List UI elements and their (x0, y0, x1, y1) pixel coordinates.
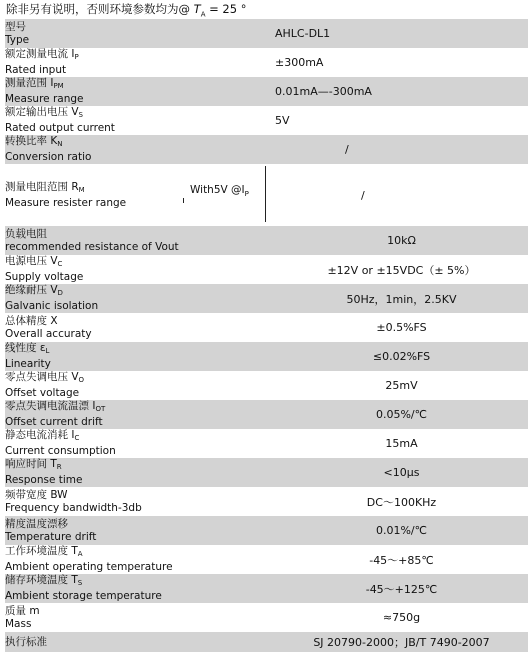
condition-cell (183, 458, 275, 487)
parameter-value: SJ 20790-2000；JB/T 7490-2007 (313, 636, 490, 649)
value-cell (275, 371, 528, 400)
spec-row (5, 19, 528, 48)
parameter-name-en: Mass (5, 617, 32, 630)
parameter-name-en: Offset voltage (5, 387, 80, 399)
parameter-name-cn-text: 质量 m (5, 604, 40, 617)
condition-cell (183, 545, 275, 574)
parameter-name-cn (5, 400, 183, 416)
parameter-value: ±0.5%FS (376, 321, 427, 334)
parameter-name-cn-text: 测量范围 I (5, 77, 54, 89)
parameter-value: / (361, 188, 365, 202)
parameter-value: ±300mA (275, 56, 324, 69)
spec-row (5, 400, 528, 429)
ambient-conditions-note (6, 1, 246, 18)
parameter-name-en: Type (5, 33, 30, 46)
parameter-symbol-subscript: L (45, 347, 50, 355)
value-cell (275, 135, 528, 164)
parameter-value: 0.01%/℃ (375, 524, 427, 537)
spec-row (5, 371, 528, 400)
parameter-name-cn (5, 228, 183, 241)
parameter-name-cn (5, 181, 183, 197)
parameter-name-cn (5, 605, 183, 618)
parameter-value: 25mV (385, 379, 418, 392)
value-cell (275, 77, 528, 106)
parameter-symbol-subscript: S (78, 111, 83, 119)
parameter-value: ±12V or ±15VDC（± 5%） (327, 263, 476, 277)
condition-cell (183, 632, 275, 652)
condition-cell (183, 400, 275, 429)
condition-cell (183, 255, 275, 284)
spec-row (5, 48, 528, 77)
parameter-cell (5, 19, 183, 48)
parameter-symbol-subscript: M (78, 185, 85, 194)
condition-text (190, 184, 249, 198)
parameter-name-en: Response time (5, 474, 83, 486)
value-cell (275, 48, 528, 77)
parameter-cell (5, 342, 183, 371)
parameter-name-cn-text: 零点失调电压 V (5, 371, 79, 383)
parameter-cell (5, 255, 183, 284)
parameter-name-cn (5, 106, 183, 122)
parameter-cell (5, 574, 183, 603)
value-cell (275, 487, 528, 516)
parameter-name-cn-text: 额定测量电流 I (5, 48, 75, 60)
spec-row (5, 135, 528, 164)
parameter-value: ≤0.02%FS (372, 350, 431, 363)
spec-row (5, 603, 528, 632)
parameter-name-cn-text: 静态电流消耗 I (5, 429, 75, 441)
parameter-name-en: Conversion ratio (5, 151, 92, 163)
parameter-value: / (345, 143, 349, 156)
parameter-value: 50Hz，1min，2.5KV (346, 292, 457, 306)
parameter-name-en: Offset current drift (5, 416, 103, 428)
parameter-name-en: Rated output current (5, 122, 115, 134)
parameter-cell (5, 48, 183, 77)
parameter-value: <10μs (383, 466, 420, 479)
parameter-name-cn-text: 储存环境温度 T (5, 574, 78, 586)
value-cell (275, 255, 528, 284)
spec-row (5, 458, 528, 487)
parameter-value: 15mA (385, 437, 418, 450)
parameter-cell (5, 545, 183, 574)
spec-row (5, 106, 528, 135)
condition-cell (183, 487, 275, 516)
condition-text-main: With5V @I (190, 184, 245, 196)
spec-row (5, 574, 528, 603)
spec-row (5, 313, 528, 342)
spec-row (5, 164, 528, 226)
spec-row (5, 342, 528, 371)
parameter-name-cn (5, 429, 183, 445)
specification-table (5, 19, 528, 652)
parameter-symbol-subscript: OT (95, 405, 106, 413)
parameter-cell (5, 632, 183, 652)
parameter-name-cn-text: 转换比率 K (5, 135, 58, 147)
note-prefix: 除非另有说明，否则环境参数均为@ (6, 2, 194, 16)
condition-text-subscript: P (244, 190, 249, 199)
note-subscript: A (200, 10, 206, 19)
value-cell (275, 458, 528, 487)
condition-cell (183, 371, 275, 400)
parameter-name-en: Supply voltage (5, 271, 84, 283)
parameter-value: DC～100KHz (366, 495, 437, 509)
parameter-name-cn (5, 371, 183, 387)
parameter-symbol-subscript: C (74, 434, 80, 442)
parameter-value: -45～+125℃ (365, 582, 438, 596)
parameter-name-cn (5, 518, 183, 531)
parameter-name-cn-text: 型号 (5, 20, 26, 33)
value-cell (275, 164, 528, 226)
note-symbol: T (193, 2, 201, 16)
condition-cell (183, 164, 275, 226)
parameter-name-cn-text: 测量电阻范围 R (5, 180, 79, 193)
parameter-cell (5, 77, 183, 106)
parameter-name-cn (5, 21, 183, 34)
condition-cell (183, 342, 275, 371)
parameter-name-en: Measure resister range (5, 196, 127, 209)
parameter-name-cn (5, 255, 183, 271)
spec-row (5, 487, 528, 516)
value-cell (275, 400, 528, 429)
parameter-name-en: Rated input (5, 64, 67, 76)
parameter-name-cn-text: 频带宽度 BW (5, 488, 68, 501)
parameter-symbol-subscript: S (77, 579, 83, 587)
parameter-name-en: Current consumption (5, 445, 116, 457)
note-suffix: = 25 ° (205, 2, 247, 16)
parameter-name-cn (5, 77, 183, 93)
parameter-name-cn (5, 135, 183, 151)
spec-row (5, 226, 528, 255)
parameter-name-cn-text: 零点失调电流温漂 I (5, 400, 96, 412)
parameter-cell (5, 516, 183, 545)
value-cell (275, 632, 528, 652)
value-cell (275, 545, 528, 574)
parameter-name-cn (5, 342, 183, 358)
spec-row (5, 284, 528, 313)
value-cell (275, 429, 528, 458)
value-cell (275, 603, 528, 632)
parameter-name-cn (5, 315, 183, 328)
parameter-cell (5, 284, 183, 313)
parameter-name-cn (5, 545, 183, 561)
parameter-name-en: Frequency bandwidth-3db (5, 501, 142, 514)
spec-row (5, 255, 528, 284)
parameter-value: 0.01mA—-300mA (275, 85, 372, 98)
condition-cell (183, 106, 275, 135)
parameter-name-cn-text: 绝缘耐压 V (5, 284, 58, 296)
value-cell (275, 19, 528, 48)
parameter-name-en: Measure range (5, 93, 84, 105)
condition-cell (183, 226, 275, 255)
parameter-value: -45～+85℃ (369, 553, 434, 567)
cell-tick-mark (183, 198, 184, 203)
parameter-symbol-subscript: N (57, 140, 63, 148)
parameter-symbol-subscript: P (74, 53, 79, 61)
parameter-cell (5, 135, 183, 164)
parameter-name-en: Temperature drift (5, 530, 97, 543)
parameter-name-cn-text: 额定输出电压 V (5, 106, 79, 118)
parameter-name-cn-text: 精度温度漂移 (5, 517, 68, 530)
value-cell (275, 106, 528, 135)
condition-cell (183, 135, 275, 164)
parameter-name-cn-text: 负载电阻 (5, 227, 47, 240)
parameter-cell (5, 106, 183, 135)
condition-cell (183, 603, 275, 632)
value-cell (275, 574, 528, 603)
value-cell (275, 516, 528, 545)
parameter-value: 5V (275, 114, 290, 127)
parameter-name-cn (5, 458, 183, 474)
spec-row (5, 429, 528, 458)
parameter-name-en: Linearity (5, 358, 51, 370)
parameter-value: AHLC-DL1 (275, 27, 331, 40)
parameter-cell (5, 164, 183, 226)
parameter-name-cn-text: 工作环境温度 T (5, 545, 78, 557)
parameter-cell (5, 371, 183, 400)
parameter-name-cn (5, 636, 183, 649)
parameter-symbol-subscript: PM (53, 82, 64, 90)
parameter-name-en: Galvanic isolation (5, 300, 99, 312)
cell-divider (265, 166, 266, 222)
spec-row (5, 77, 528, 106)
condition-cell (183, 48, 275, 77)
parameter-value: 0.05%/℃ (375, 408, 427, 421)
parameter-name-cn (5, 489, 183, 502)
parameter-value: ≈750g (382, 611, 421, 624)
parameter-name-en: Ambient storage temperature (5, 590, 162, 602)
parameter-cell (5, 603, 183, 632)
parameter-cell (5, 226, 183, 255)
parameter-name-cn (5, 48, 183, 64)
parameter-symbol-subscript: O (78, 376, 85, 384)
condition-cell (183, 516, 275, 545)
value-cell (275, 342, 528, 371)
condition-cell (183, 429, 275, 458)
parameter-cell (5, 429, 183, 458)
spec-row (5, 545, 528, 574)
parameter-cell (5, 313, 183, 342)
condition-cell (183, 574, 275, 603)
parameter-symbol-subscript: C (57, 260, 63, 268)
condition-cell (183, 284, 275, 313)
parameter-cell (5, 487, 183, 516)
value-cell (275, 284, 528, 313)
parameter-cell (5, 400, 183, 429)
parameter-name-cn-text: 响应时间 T (5, 458, 57, 470)
parameter-value: 10kΩ (387, 234, 416, 247)
parameter-symbol-subscript: R (56, 463, 62, 471)
parameter-symbol-subscript: D (57, 289, 63, 297)
condition-cell (183, 77, 275, 106)
parameter-name-en: Ambient operating temperature (5, 561, 173, 573)
condition-cell (183, 313, 275, 342)
parameter-name-cn-text: 执行标准 (5, 635, 47, 648)
measure-condition (183, 164, 275, 226)
parameter-name-cn-text: 总体精度 X (5, 314, 58, 327)
parameter-name-cn (5, 574, 183, 590)
spec-row (5, 632, 528, 652)
parameter-name-en: Overall accuraty (5, 327, 92, 340)
parameter-name-cn-text: 线性度 ε (5, 342, 46, 354)
parameter-name-cn (5, 284, 183, 300)
parameter-cell (5, 458, 183, 487)
parameter-name-cn-text: 电源电压 V (5, 255, 58, 267)
value-cell (275, 313, 528, 342)
condition-cell (183, 19, 275, 48)
parameter-symbol-subscript: A (77, 550, 83, 558)
value-cell (275, 226, 528, 255)
spec-row (5, 516, 528, 545)
parameter-name-en: recommended resistance of Vout (5, 240, 179, 253)
